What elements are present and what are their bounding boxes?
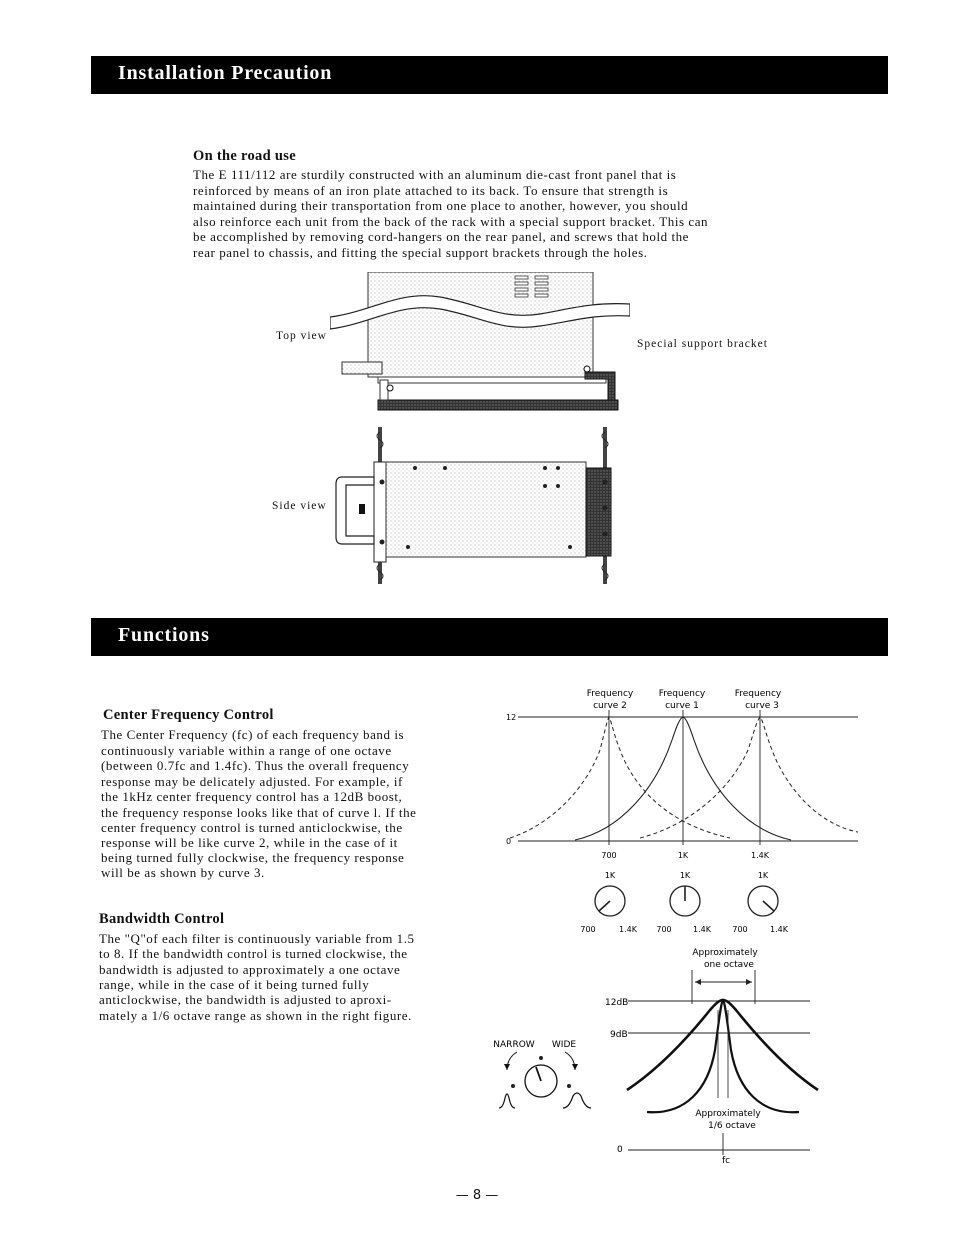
wide-response-icon	[563, 1093, 591, 1108]
curve-1-label-line2: curve 1	[665, 701, 699, 711]
y-label-0: 0	[617, 1145, 623, 1155]
wide-curve	[627, 1000, 818, 1090]
paragraph-line: anticlockwise, the bandwidth is adjusted to aproxi-	[99, 992, 392, 1007]
narrow-annotation-line2: 1/6 octave	[708, 1121, 756, 1131]
knob-anticlockwise	[580, 871, 637, 934]
curve-3-label-line2: curve 3	[745, 701, 779, 711]
bracket-label: Special support bracket	[637, 338, 768, 350]
y-label-12: 12	[506, 713, 517, 722]
knob-narrow-label: NARROW	[493, 1040, 535, 1050]
paragraph-line: will be as shown by curve 3.	[101, 865, 265, 880]
svg-text:1K: 1K	[757, 871, 769, 880]
wide-annotation-line2: one octave	[704, 960, 754, 970]
x-label-1-4k: 1.4K	[751, 851, 769, 860]
x-label-1k: 1K	[677, 851, 689, 860]
x-label-700: 700	[601, 851, 617, 860]
paragraph-line: response may be delicately adjusted. For example, if	[101, 774, 403, 789]
paragraph-line: center frequency control is turned anticlockwise, the	[101, 820, 403, 835]
svg-text:1.4K: 1.4K	[619, 925, 637, 934]
paragraph-line: also reinforce each unit from the back of the rack with a special support bracket. This can	[193, 214, 709, 229]
subheading-on-the-road-use: On the road use	[193, 148, 296, 164]
rack-mount-illustration	[330, 272, 630, 584]
paragraph-line: The "Q"of each filter is continuously variable from 1.5	[99, 931, 415, 946]
top-view-label: Top view	[276, 330, 327, 342]
y-label-9db: 9dB	[610, 1030, 628, 1040]
svg-text:1.4K: 1.4K	[770, 925, 788, 934]
center-frequency-heading: Center Frequency Control	[103, 707, 274, 723]
paragraph-line: maintained during their transportation from one place to another, however, you should	[193, 198, 689, 213]
knob-center	[656, 871, 711, 934]
top-view-drawing	[330, 272, 630, 410]
x-label-fc: fc	[721, 1156, 731, 1166]
paragraph-line: reinforced by means of an iron plate attached to its back. To ensure that strength is	[193, 183, 669, 198]
section-banner-installation	[91, 56, 888, 94]
svg-text:1K: 1K	[604, 871, 616, 880]
page-number: — 8 —	[455, 1188, 499, 1203]
curve-1-label-line1: Frequency	[658, 689, 706, 699]
paragraph-line: to 8. If the bandwidth control is turned clockwise, the	[99, 946, 408, 961]
knob-wide-label: WIDE	[551, 1040, 577, 1050]
bandwidth-knob	[493, 1040, 591, 1108]
section-title: Installation Precaution	[118, 62, 333, 84]
narrow-response-icon	[499, 1094, 515, 1108]
curve-2	[510, 717, 730, 838]
paragraph-line: The E 111/112 are sturdily constructed with an aluminum die-cast front panel that is	[193, 167, 677, 182]
svg-text:1.4K: 1.4K	[693, 925, 711, 934]
knob-clockwise	[732, 871, 788, 934]
svg-text:700: 700	[656, 925, 672, 934]
curve-2-label-line1: Frequency	[586, 689, 634, 699]
y-label-12db: 12dB	[605, 998, 629, 1008]
paragraph-line: the frequency response looks like that of curve l. If the	[101, 805, 417, 820]
narrow-annotation-line1: Approximately	[695, 1109, 761, 1119]
curve-3-label-line1: Frequency	[734, 689, 782, 699]
wide-annotation-line1: Approximately	[692, 948, 758, 958]
svg-text:1K: 1K	[679, 871, 691, 880]
side-view-label: Side view	[272, 500, 327, 512]
section-title: Functions	[118, 624, 210, 646]
frequency-curves-figure	[490, 680, 880, 940]
curve-2-label-line2: curve 2	[593, 701, 627, 711]
paragraph-line: response will be like curve 2, while in the case of it	[101, 835, 398, 850]
y-label-0: 0	[506, 837, 512, 846]
svg-text:700: 700	[732, 925, 748, 934]
paragraph-line: the 1kHz center frequency control has a 12dB boost,	[101, 789, 403, 804]
paragraph-line: (between 0.7fc and 1.4fc). Thus the overall frequency	[101, 758, 410, 773]
bandwidth-heading: Bandwidth Control	[99, 911, 225, 927]
paragraph-line: The Center Frequency (fc) of each frequency band is	[101, 727, 405, 742]
paragraph-line: being turned fully clockwise, the frequency response	[101, 850, 405, 865]
side-view-drawing	[336, 427, 611, 584]
bandwidth-figure	[485, 940, 825, 1170]
paragraph-line: be accomplished by removing cord-hangers on the rear panel, and screws that hold the	[193, 229, 689, 244]
svg-text:700: 700	[580, 925, 596, 934]
paragraph-line: mately a 1/6 octave range as shown in the right figure.	[99, 1008, 412, 1023]
paragraph-line: rear panel to chassis, and fitting the special support brackets through the holes.	[193, 245, 648, 260]
paragraph-line: continuously variable within a range of one octave	[101, 743, 392, 758]
paragraph-line: bandwidth is adjusted to approximately a one octave	[99, 962, 401, 977]
paragraph-line: range, while in the case of it being turned fully	[99, 977, 370, 992]
section-banner-functions	[91, 618, 888, 656]
